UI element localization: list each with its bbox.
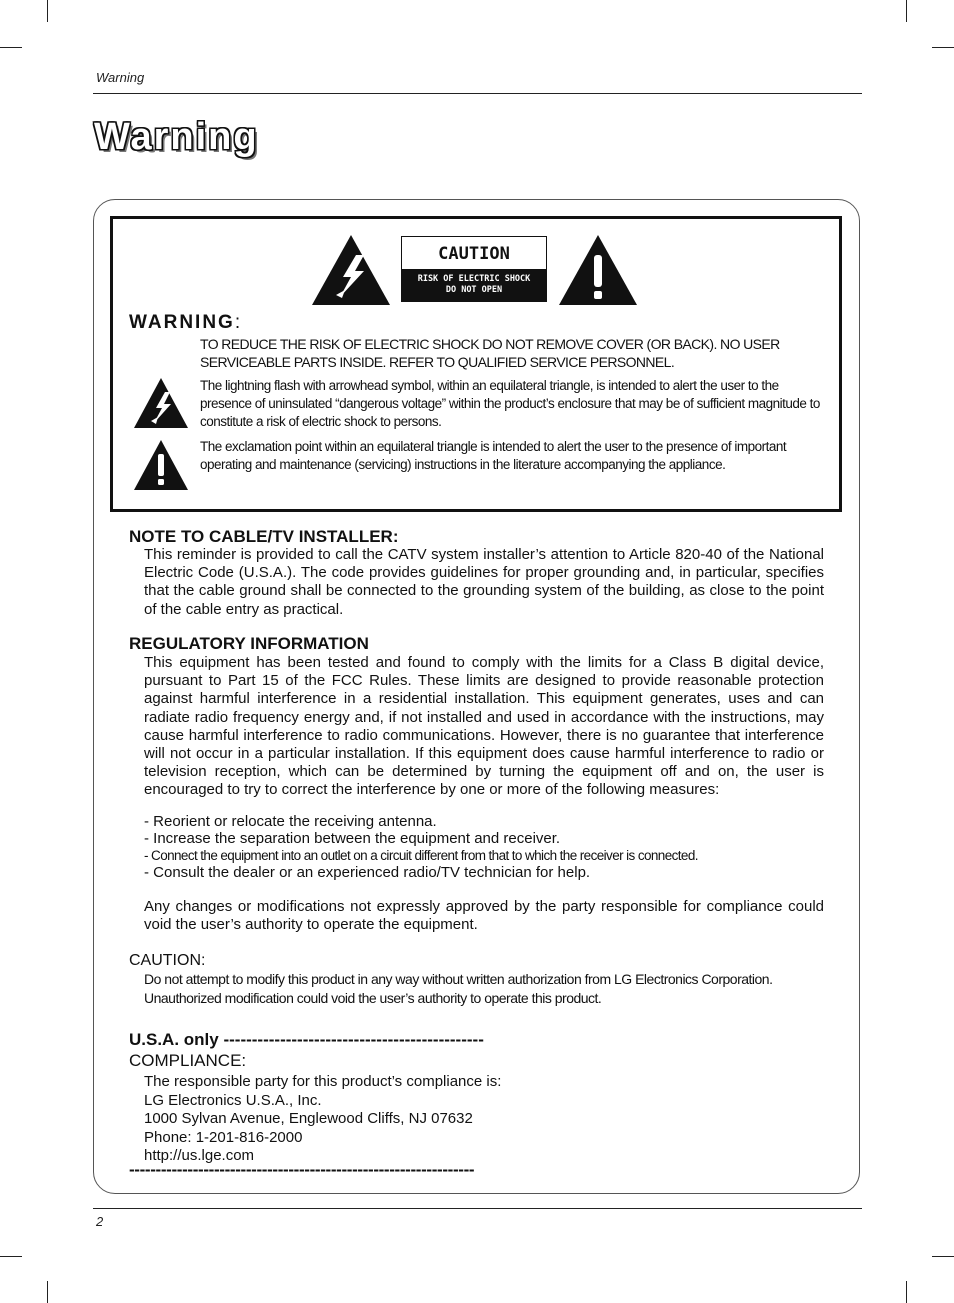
exclamation-triangle-icon <box>134 440 188 490</box>
list-item: - Reorient or relocate the receiving antenna. <box>144 813 437 830</box>
crop-mark <box>0 1256 22 1257</box>
exclamation-triangle-icon <box>559 235 637 305</box>
crop-mark <box>906 0 907 22</box>
list-item: - Increase the separation between the equipment and receiver. <box>144 830 561 847</box>
caution-label-title: CAUTION <box>438 244 510 264</box>
running-head: Warning <box>96 70 145 85</box>
usa-only-line: U.S.A. only ---------------------------------------------- <box>129 1030 484 1049</box>
lightning-symbol-explanation: The lightning flash with arrowhead symbol, within an equilateral triangle, is intended to alert the user to the presence of uninsulated “dangerous voltage” within the product’s enclosure that may be of sufficient magnitude to constitute a risk of electric shock to persons. <box>200 378 820 429</box>
caution-label-line: DO NOT OPEN <box>445 285 503 295</box>
exclamation-symbol-explanation: The exclamation point within an equilateral triangle is intended to alert the user to the presence of important operating and maintenance (servicing) instructions in the literature accompanying the appliance. <box>200 439 787 472</box>
caution-heading: CAUTION: <box>129 952 206 969</box>
list-item: - Connect the equipment into an outlet on a circuit different from that to which the receiver is connected. <box>144 848 698 863</box>
crop-mark <box>932 1256 954 1257</box>
lightning-triangle-icon <box>134 378 188 428</box>
address-line: Phone: 1-201-816-2000 <box>144 1128 303 1146</box>
warning-heading <box>129 312 240 334</box>
website-link[interactable]: http://us.lge.com <box>144 1147 255 1165</box>
regulatory-heading: REGULATORY INFORMATION <box>129 634 369 653</box>
warning-heading-text: WARNING <box>129 312 235 333</box>
crop-mark <box>932 47 954 48</box>
address-line: LG Electronics U.S.A., Inc. <box>144 1091 322 1109</box>
caution-label-band <box>402 269 546 301</box>
note-text: This reminder is provided to call the CATV system installer’s attention to Article 820-40 of the National Electric Code (U.S.A.). The code provides guidelines for proper grounding and, in particular, specifies that the cable ground shall be connected to the grounding system of the building, as close to the point of the cable entry as practical. <box>144 546 824 618</box>
footer-rule <box>93 1208 862 1209</box>
caution-label-line: RISK OF ELECTRIC SHOCK <box>417 274 531 284</box>
caution-label <box>401 236 547 302</box>
crop-mark <box>906 1281 907 1303</box>
warning-heading-colon: : <box>234 312 241 333</box>
compliance-address <box>144 1073 501 1166</box>
measures-list <box>144 813 824 881</box>
caution-text: Do not attempt to modify this product in any way without written authorization from LG Electronics Corporation. Unauthorized modification could void the user’s authority to operate this product. <box>144 971 773 1006</box>
crop-mark <box>47 1281 48 1303</box>
note-heading: NOTE TO CABLE/TV INSTALLER: <box>129 527 399 546</box>
crop-mark <box>0 47 22 48</box>
header-rule <box>93 93 862 94</box>
regulatory-text: This equipment has been tested and found to comply with the limits for a Class B digital device, pursuant to Part 15 of the FCC Rules. These limits are designed to provide reasonable protection against harmful interference in a residential installation. This equipment generates, uses and can radiate radio frequency energy and, if not installed and used in accordance with the instructions, may cause harmful interference to radio communications. However, there is no guarantee that interference will not occur in a particular installation. If this equipment does cause harmful interference to radio or television reception, which can be determined by turning the equipment off and on, the user is encouraged to try to correct the interference by one or more of the following measures: <box>144 654 824 799</box>
address-line: 1000 Sylvan Avenue, Englewood Cliffs, NJ 07632 <box>144 1110 473 1128</box>
changes-text: Any changes or modifications not expressly approved by the party responsible for compliance could void the user’s authority to operate the equipment. <box>144 898 824 934</box>
page-number: 2 <box>96 1214 104 1229</box>
closing-dash-rule: ----------------------------------------------------------------- <box>129 1160 475 1179</box>
page-title: Warning <box>94 116 259 158</box>
compliance-heading: COMPLIANCE: <box>129 1051 247 1070</box>
list-item: - Consult the dealer or an experienced radio/TV technician for help. <box>144 864 591 881</box>
warning-text: TO REDUCE THE RISK OF ELECTRIC SHOCK DO NOT REMOVE COVER (OR BACK). NO USER SERVICEABLE PARTS INSIDE. REFER TO QUALIFIED SERVICE PERSONNEL. <box>200 336 780 370</box>
lightning-triangle-icon <box>312 235 390 305</box>
address-line: The responsible party for this product’s compliance is: <box>144 1073 502 1090</box>
crop-mark <box>47 0 48 22</box>
